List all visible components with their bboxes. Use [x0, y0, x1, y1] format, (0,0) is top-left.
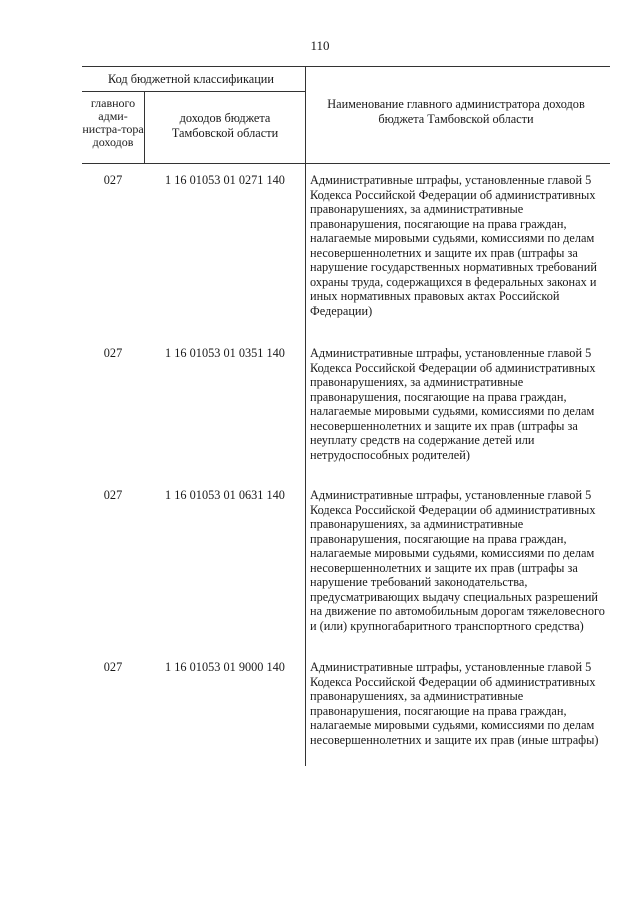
header-admin-name: Наименование главного администратора доходов бюджета Тамбовской области: [327, 97, 585, 126]
page-number: 110: [310, 38, 330, 53]
row-4-description: Административные штрафы, установленные главой 5 Кодекса Российской Федерации об административных правонарушениях, за административные правонарушения, посягающие на права граждан, налагаемые мировыми судьями, комиссиями по делам несовершеннолетних и защите их прав (иные штрафы): [310, 660, 599, 747]
header-income-code: доходов бюджета Тамбовской области: [171, 111, 279, 140]
row-2-description: Административные штрафы, установленные главой 5 Кодекса Российской Федерации об административных правонарушениях, за административные правонарушения, посягающие на права граждан, налагаемые мировыми судьями, комиссиями по делам несовершеннолетних и защите их прав (штрафы за неуплату средств на содержание детей или нетрудоспособных родителей): [310, 346, 596, 462]
row-1-admin-code: 027: [103, 173, 123, 187]
row-3-description: Административные штрафы, установленные главой 5 Кодекса Российской Федерации об административных правонарушениях, за административные правонарушения, посягающие на права граждан, налагаемые мировыми судьями, комиссиями по делам несовершеннолетних и защите их прав (штрафы за нарушение требований законодательства, предусматривающих выдачу специальных разрешений на движение по автомобильным дорогам тяжеловесного и (или) крупногабаритного транспортного средства): [310, 488, 605, 633]
admin-column-divider: [144, 91, 145, 163]
row-3-admin-code: 027: [103, 488, 123, 502]
row-3-income-code: 1 16 01053 01 0631 140: [165, 488, 285, 502]
header-chief-admin: главного адми-нистра-тора доходов: [82, 96, 144, 149]
row-1-income-code: 1 16 01053 01 0271 140: [165, 173, 285, 187]
header-budget-code: Код бюджетной классификации: [108, 72, 274, 86]
header-bottom-border: [82, 163, 610, 164]
row-4-admin-code: 027: [103, 660, 123, 674]
row-2-admin-code: 027: [103, 346, 123, 360]
name-column-divider: [305, 66, 306, 766]
row-2-income-code: 1 16 01053 01 0351 140: [165, 346, 285, 360]
row-1-description: Административные штрафы, установленные главой 5 Кодекса Российской Федерации об административных правонарушениях, за административные правонарушения, посягающие на права граждан, налагаемые мировыми судьями, комиссиями по делам несовершеннолетних и защите их прав (штрафы за нарушение государственных нормативных требований охраны труда, содержащихся в федеральных законах и иных нормативных правовых актах Российской Федерации): [310, 173, 597, 318]
row-4-income-code: 1 16 01053 01 9000 140: [165, 660, 285, 674]
budget-code-divider: [82, 91, 306, 92]
table-top-border: [82, 66, 610, 67]
